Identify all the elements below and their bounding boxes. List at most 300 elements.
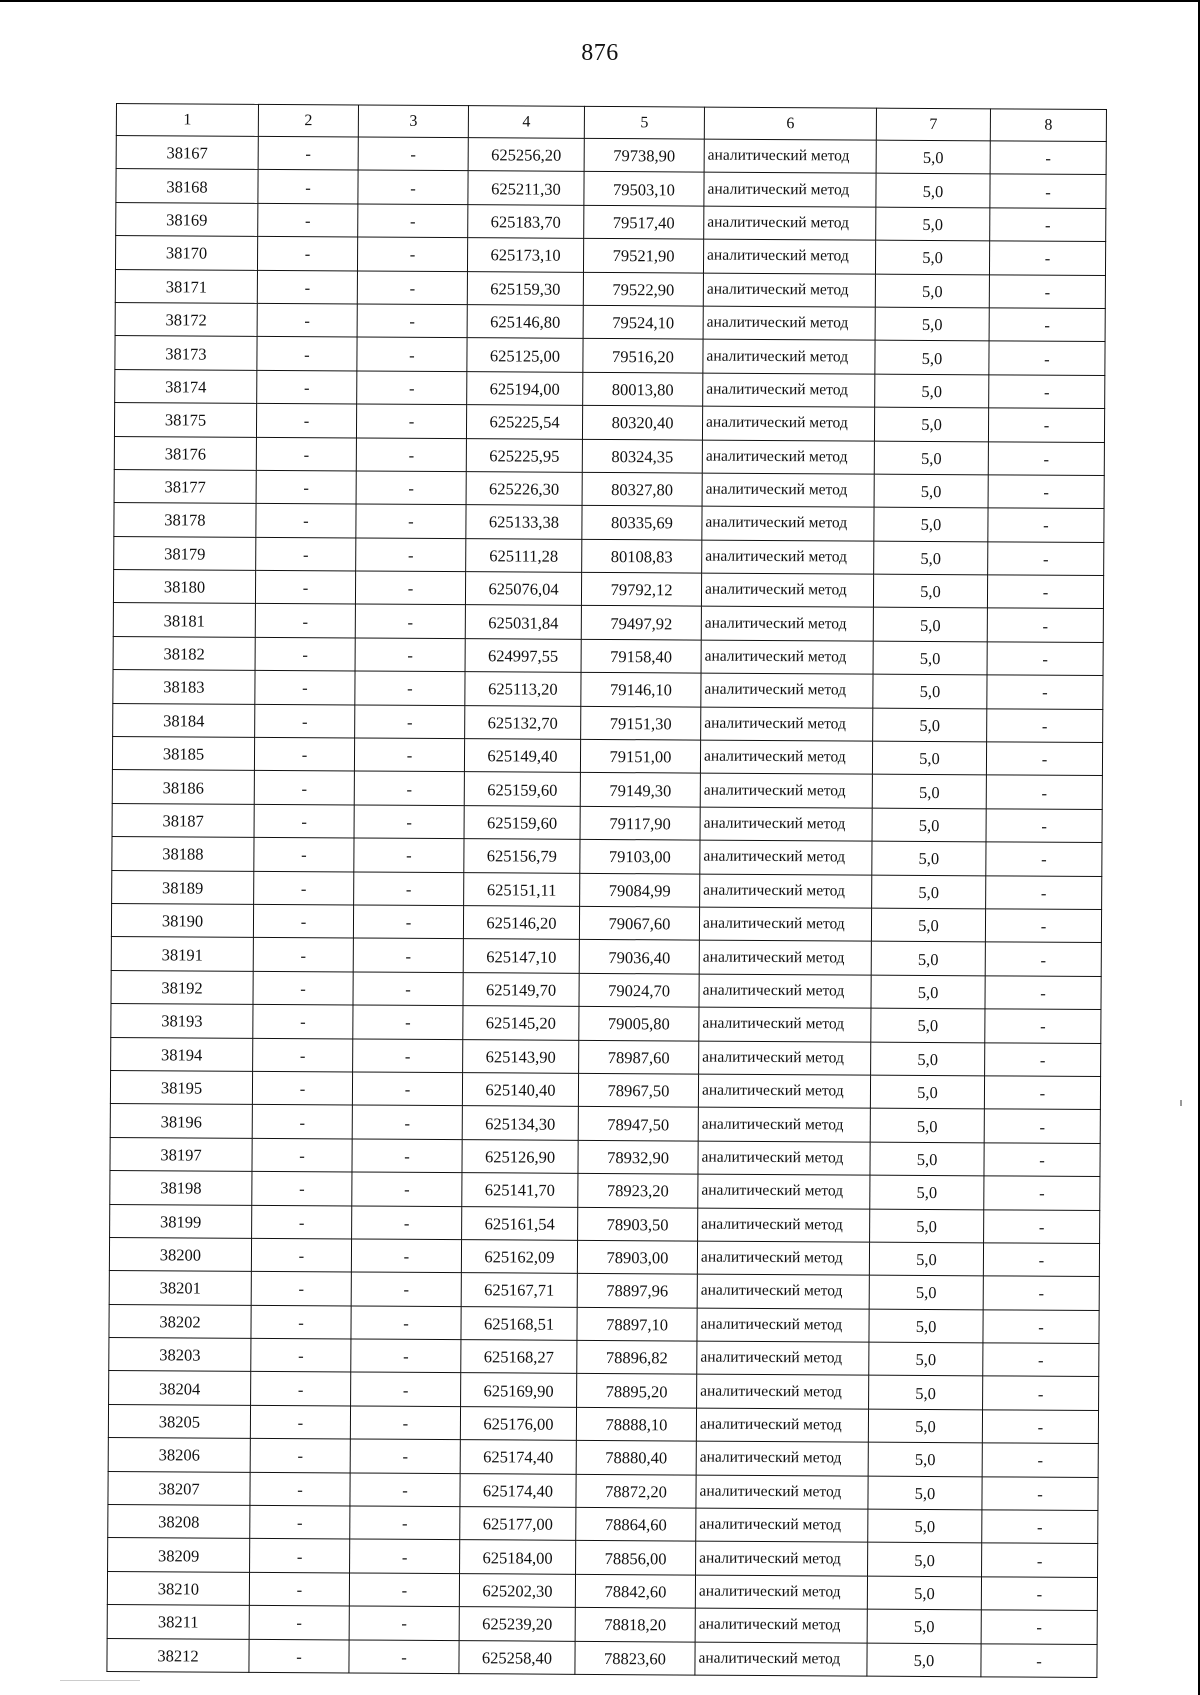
cell-coord-y: 79117,90 (580, 806, 700, 840)
cell-accuracy: 5,0 (869, 1242, 983, 1276)
cell-coord-x: 625134,30 (462, 1106, 578, 1140)
cell-accuracy: 5,0 (871, 975, 985, 1009)
cell-coord-y: 78947,50 (578, 1107, 698, 1141)
cell-accuracy: 5,0 (870, 1075, 984, 1109)
cell-coord-x: 625176,00 (460, 1406, 576, 1440)
cell-point-number: 38185 (112, 737, 254, 771)
cell-point-number: 38207 (108, 1471, 250, 1505)
cell-coord-y: 79521,90 (583, 239, 703, 273)
cell-point-number: 38171 (115, 269, 257, 303)
cell-point-number: 38208 (108, 1504, 250, 1538)
cell-col8-value: - (988, 542, 1104, 576)
cell-col2-value: - (253, 971, 353, 1005)
cell-col8-value: - (990, 174, 1106, 208)
cell-col2-value: - (249, 1606, 349, 1640)
cell-point-number: 38210 (107, 1571, 249, 1605)
cell-col8-value: - (983, 1376, 1099, 1410)
cell-point-number: 38187 (112, 803, 254, 837)
cell-col8-value: - (984, 1109, 1100, 1143)
cell-col2-value: - (250, 1405, 350, 1439)
cell-col2-value: - (256, 504, 356, 538)
cell-col3-value: - (352, 1072, 462, 1106)
cell-coord-y: 78842,60 (575, 1574, 695, 1608)
cell-col2-value: - (256, 537, 356, 571)
cell-coord-x: 625161,54 (462, 1206, 578, 1240)
cell-coord-y: 78903,50 (578, 1207, 698, 1241)
cell-accuracy: 5,0 (873, 641, 987, 675)
cell-col8-value: - (988, 508, 1104, 542)
cell-col3-value: - (355, 638, 465, 672)
cell-col3-value: - (357, 304, 467, 338)
cell-col3-value: - (357, 271, 467, 305)
cell-coord-x: 625162,09 (461, 1240, 577, 1274)
cell-coord-y: 78895,20 (577, 1374, 697, 1408)
cell-accuracy: 5,0 (872, 808, 986, 842)
cell-col3-value: - (354, 872, 464, 906)
cell-col8-value: - (989, 308, 1105, 342)
column-header: 7 (876, 108, 990, 141)
cell-point-number: 38193 (111, 1004, 253, 1038)
cell-coord-y: 79503,10 (584, 172, 704, 206)
cell-col2-value: - (255, 671, 355, 705)
cell-col8-value: - (982, 1543, 1098, 1577)
cell-col2-value: - (251, 1272, 351, 1306)
cell-point-number: 38174 (115, 369, 257, 403)
cell-coord-x: 625151,11 (464, 872, 580, 906)
cell-method: аналитический метод (699, 940, 871, 974)
cell-col3-value: - (349, 1606, 459, 1640)
column-header: 6 (704, 107, 876, 140)
cell-coord-x: 625159,60 (464, 772, 580, 806)
cell-col8-value: - (987, 575, 1103, 609)
cell-accuracy: 5,0 (874, 441, 988, 475)
cell-col3-value: - (354, 738, 464, 772)
cell-col8-value: - (986, 809, 1102, 843)
cell-coord-y: 80013,80 (583, 372, 703, 406)
cell-accuracy: 5,0 (871, 908, 985, 942)
column-header: 2 (258, 104, 358, 137)
cell-col8-value: - (989, 375, 1105, 409)
cell-method: аналитический метод (697, 1375, 869, 1409)
cell-coord-x: 625126,90 (462, 1139, 578, 1173)
cell-col2-value: - (251, 1372, 351, 1406)
cell-method: аналитический метод (701, 640, 873, 674)
cell-method: аналитический метод (704, 139, 876, 173)
cell-coord-x: 625111,28 (466, 538, 582, 572)
table-body (107, 136, 1106, 1678)
cell-coord-y: 78872,20 (576, 1474, 696, 1508)
cell-col8-value: - (983, 1309, 1099, 1343)
cell-col3-value: - (357, 337, 467, 371)
cell-point-number: 38189 (112, 870, 254, 904)
cell-coord-y: 79497,92 (581, 606, 701, 640)
cell-coord-x: 625258,40 (459, 1640, 575, 1674)
cell-coord-y: 78880,40 (576, 1441, 696, 1475)
cell-coord-y: 79067,60 (579, 906, 699, 940)
cell-method: аналитический метод (698, 1074, 870, 1108)
cell-accuracy: 5,0 (870, 1142, 984, 1176)
cell-accuracy: 5,0 (868, 1543, 982, 1577)
cell-coord-y: 79005,80 (579, 1007, 699, 1041)
cell-point-number: 38177 (114, 469, 256, 503)
cell-point-number: 38178 (114, 503, 256, 537)
cell-point-number: 38204 (109, 1371, 251, 1405)
cell-method: аналитический метод (699, 907, 871, 941)
cell-method: аналитический метод (703, 239, 875, 273)
cell-col8-value: - (986, 842, 1102, 876)
cell-method: аналитический метод (696, 1408, 868, 1442)
cell-col3-value: - (350, 1539, 460, 1573)
cell-point-number: 38202 (109, 1304, 251, 1338)
cell-accuracy: 5,0 (868, 1442, 982, 1476)
cell-coord-x: 625184,00 (460, 1540, 576, 1574)
cell-method: аналитический метод (703, 339, 875, 373)
cell-coord-x: 625133,38 (466, 505, 582, 539)
cell-accuracy: 5,0 (871, 1008, 985, 1042)
cell-method: аналитический метод (700, 874, 872, 908)
cell-coord-x: 625168,51 (461, 1306, 577, 1340)
cell-method: аналитический метод (698, 1174, 870, 1208)
cell-method: аналитический метод (700, 774, 872, 808)
cell-accuracy: 5,0 (874, 507, 988, 541)
cell-col2-value: - (258, 136, 358, 170)
cell-point-number: 38182 (113, 636, 255, 670)
cell-col3-value: - (350, 1439, 460, 1473)
cell-coord-x: 625169,90 (461, 1373, 577, 1407)
scan-line (60, 1680, 140, 1681)
coordinates-table (106, 103, 1107, 1678)
cell-col2-value: - (250, 1505, 350, 1539)
cell-accuracy: 5,0 (869, 1309, 983, 1343)
cell-method: аналитический метод (696, 1541, 868, 1575)
cell-method: аналитический метод (702, 506, 874, 540)
cell-accuracy: 5,0 (869, 1376, 983, 1410)
cell-col2-value: - (258, 203, 358, 237)
cell-coord-x: 625173,10 (467, 238, 583, 272)
cell-accuracy: 5,0 (873, 674, 987, 708)
cell-accuracy: 5,0 (867, 1576, 981, 1610)
cell-coord-y: 78897,10 (577, 1307, 697, 1341)
cell-method: аналитический метод (697, 1341, 869, 1375)
cell-col3-value: - (357, 237, 467, 271)
cell-col2-value: - (256, 403, 356, 437)
cell-coord-x: 625202,30 (459, 1573, 575, 1607)
cell-col2-value: - (254, 771, 354, 805)
cell-col8-value: - (985, 942, 1101, 976)
cell-col3-value: - (351, 1272, 461, 1306)
cell-col8-value: - (986, 775, 1102, 809)
cell-col8-value: - (985, 909, 1101, 943)
cell-coord-x: 625146,20 (463, 906, 579, 940)
cell-accuracy: 5,0 (874, 474, 988, 508)
cell-col3-value: - (350, 1473, 460, 1507)
column-header: 4 (468, 106, 584, 139)
cell-point-number: 38191 (111, 937, 253, 971)
cell-col3-value: - (355, 571, 465, 605)
cell-col2-value: - (254, 737, 354, 771)
cell-point-number: 38172 (115, 302, 257, 336)
cell-col3-value: - (353, 905, 463, 939)
cell-coord-y: 79024,70 (579, 973, 699, 1007)
cell-coord-y: 78888,10 (576, 1407, 696, 1441)
cell-method: аналитический метод (696, 1475, 868, 1509)
cell-col2-value: - (251, 1305, 351, 1339)
cell-col2-value: - (250, 1439, 350, 1473)
cell-coord-y: 78818,20 (575, 1608, 695, 1642)
cell-accuracy: 5,0 (875, 240, 989, 274)
cell-col2-value: - (255, 570, 355, 604)
cell-point-number: 38181 (113, 603, 255, 637)
cell-coord-y: 79084,99 (580, 873, 700, 907)
cell-point-number: 38203 (109, 1338, 251, 1372)
cell-method: аналитический метод (701, 573, 873, 607)
cell-coord-y: 78896,82 (577, 1340, 697, 1374)
cell-point-number: 38175 (114, 403, 256, 437)
cell-col2-value: - (257, 237, 357, 271)
cell-col8-value: - (988, 408, 1104, 442)
cell-col8-value: - (986, 742, 1102, 776)
cell-point-number: 38205 (108, 1404, 250, 1438)
cell-col2-value: - (253, 904, 353, 938)
cell-method: аналитический метод (700, 740, 872, 774)
cell-method: аналитический метод (700, 840, 872, 874)
cell-coord-x: 625031,84 (465, 605, 581, 639)
cell-col3-value: - (358, 204, 468, 238)
cell-accuracy: 5,0 (868, 1476, 982, 1510)
cell-coord-x: 625183,70 (468, 204, 584, 238)
cell-point-number: 38170 (115, 236, 257, 270)
cell-accuracy: 5,0 (867, 1609, 981, 1643)
cell-point-number: 38190 (111, 903, 253, 937)
cell-coord-x: 625159,30 (467, 271, 583, 305)
cell-method: аналитический метод (703, 373, 875, 407)
cell-col2-value: - (257, 337, 357, 371)
cell-point-number: 38211 (107, 1605, 249, 1639)
cell-point-number: 38195 (110, 1070, 252, 1104)
cell-point-number: 38169 (116, 202, 258, 236)
cell-accuracy: 5,0 (876, 140, 990, 174)
cell-col8-value: - (982, 1510, 1098, 1544)
cell-coord-y: 80335,69 (582, 506, 702, 540)
cell-col2-value: - (257, 370, 357, 404)
cell-coord-x: 625174,40 (460, 1440, 576, 1474)
cell-col2-value: - (255, 637, 355, 671)
cell-col2-value: - (254, 804, 354, 838)
cell-col8-value: - (987, 675, 1103, 709)
cell-accuracy: 5,0 (869, 1342, 983, 1376)
cell-method: аналитический метод (703, 273, 875, 307)
cell-col2-value: - (253, 1005, 353, 1039)
cell-method: аналитический метод (697, 1308, 869, 1342)
cell-point-number: 38183 (113, 670, 255, 704)
cell-point-number: 38184 (113, 703, 255, 737)
cell-col8-value: - (981, 1643, 1097, 1677)
cell-col3-value: - (354, 805, 464, 839)
cell-point-number: 38212 (107, 1638, 249, 1672)
cell-col2-value: - (249, 1572, 349, 1606)
cell-col3-value: - (355, 671, 465, 705)
cell-col8-value: - (990, 141, 1106, 175)
cell-col2-value: - (256, 470, 356, 504)
cell-point-number: 38197 (110, 1137, 252, 1171)
cell-point-number: 38200 (109, 1237, 251, 1271)
cell-accuracy: 5,0 (872, 841, 986, 875)
cell-col3-value: - (354, 838, 464, 872)
cell-coord-y: 79792,12 (581, 572, 701, 606)
column-header: 3 (358, 105, 468, 138)
cell-col3-value: - (351, 1372, 461, 1406)
cell-accuracy: 5,0 (872, 741, 986, 775)
cell-col8-value: - (986, 875, 1102, 909)
cell-coord-x: 625226,30 (466, 472, 582, 506)
cell-coord-x: 625149,70 (463, 972, 579, 1006)
cell-coord-y: 79149,30 (580, 773, 700, 807)
cell-accuracy: 5,0 (872, 775, 986, 809)
cell-method: аналитический метод (695, 1608, 867, 1642)
cell-coord-y: 80108,83 (582, 539, 702, 573)
cell-col3-value: - (353, 1039, 463, 1073)
cell-method: аналитический метод (697, 1274, 869, 1308)
cell-point-number: 38167 (116, 136, 258, 170)
cell-coord-x: 625143,90 (463, 1039, 579, 1073)
cell-point-number: 38168 (116, 169, 258, 203)
cell-col2-value: - (249, 1639, 349, 1673)
cell-col3-value: - (356, 504, 466, 538)
cell-accuracy: 5,0 (873, 608, 987, 642)
cell-accuracy: 5,0 (874, 541, 988, 575)
cell-col3-value: - (355, 604, 465, 638)
cell-col8-value: - (985, 1009, 1101, 1043)
cell-accuracy: 5,0 (871, 942, 985, 976)
cell-col8-value: - (985, 1042, 1101, 1076)
cell-col2-value: - (255, 604, 355, 638)
cell-col8-value: - (989, 274, 1105, 308)
cell-col2-value: - (251, 1338, 351, 1372)
column-header: 8 (990, 109, 1106, 142)
cell-coord-x: 625177,00 (460, 1507, 576, 1541)
cell-method: аналитический метод (695, 1642, 867, 1676)
cell-method: аналитический метод (701, 673, 873, 707)
cell-col3-value: - (349, 1573, 459, 1607)
table-row (107, 1638, 1097, 1677)
cell-method: аналитический метод (701, 607, 873, 641)
cell-coord-y: 79158,40 (581, 639, 701, 673)
cell-coord-x: 625225,95 (466, 438, 582, 472)
cell-col8-value: - (981, 1577, 1097, 1611)
cell-point-number: 38192 (111, 970, 253, 1004)
cell-col3-value: - (354, 771, 464, 805)
cell-accuracy: 5,0 (875, 307, 989, 341)
cell-col2-value: - (258, 170, 358, 204)
cell-coord-y: 80320,40 (582, 405, 702, 439)
cell-method: аналитический метод (704, 172, 876, 206)
cell-coord-x: 624997,55 (465, 639, 581, 673)
cell-accuracy: 5,0 (875, 374, 989, 408)
cell-col3-value: - (356, 437, 466, 471)
cell-col3-value: - (357, 371, 467, 405)
cell-point-number: 38186 (112, 770, 254, 804)
cell-col3-value: - (358, 137, 468, 171)
cell-accuracy: 5,0 (868, 1509, 982, 1543)
cell-coord-y: 78856,00 (576, 1541, 696, 1575)
cell-coord-y: 79738,90 (584, 138, 704, 172)
cell-col8-value: - (982, 1443, 1098, 1477)
cell-method: аналитический метод (702, 473, 874, 507)
cell-accuracy: 5,0 (875, 274, 989, 308)
scan-speck (1180, 1100, 1182, 1106)
cell-col3-value: - (351, 1339, 461, 1373)
cell-accuracy: 5,0 (874, 407, 988, 441)
cell-coord-x: 625211,30 (468, 171, 584, 205)
cell-coord-x: 625145,20 (463, 1006, 579, 1040)
cell-accuracy: 5,0 (875, 340, 989, 374)
cell-accuracy: 5,0 (869, 1275, 983, 1309)
cell-col2-value: - (252, 1105, 352, 1139)
cell-method: аналитический метод (698, 1208, 870, 1242)
cell-col3-value: - (353, 972, 463, 1006)
cell-coord-y: 78967,50 (578, 1073, 698, 1107)
cell-col8-value: - (987, 642, 1103, 676)
cell-method: аналитический метод (704, 206, 876, 240)
cell-accuracy: 5,0 (876, 174, 990, 208)
cell-coord-y: 78864,60 (576, 1507, 696, 1541)
cell-point-number: 38188 (112, 837, 254, 871)
cell-col3-value: - (353, 1005, 463, 1039)
cell-col8-value: - (982, 1476, 1098, 1510)
cell-coord-y: 78923,20 (578, 1173, 698, 1207)
cell-col2-value: - (252, 1171, 352, 1205)
cell-col3-value: - (352, 1205, 462, 1239)
cell-point-number: 38180 (113, 570, 255, 604)
cell-coord-y: 79151,30 (581, 706, 701, 740)
cell-coord-y: 78987,60 (579, 1040, 699, 1074)
cell-col2-value: - (254, 871, 354, 905)
cell-point-number: 38173 (115, 336, 257, 370)
cell-col3-value: - (351, 1306, 461, 1340)
cell-coord-x: 625125,00 (467, 338, 583, 372)
cell-col3-value: - (356, 471, 466, 505)
cell-accuracy: 5,0 (868, 1409, 982, 1443)
column-header: 1 (116, 104, 258, 137)
cell-col8-value: - (983, 1343, 1099, 1377)
cell-coord-y: 79036,40 (579, 940, 699, 974)
cell-accuracy: 5,0 (870, 1175, 984, 1209)
cell-method: аналитический метод (698, 1141, 870, 1175)
cell-col2-value: - (250, 1539, 350, 1573)
cell-col3-value: - (352, 1172, 462, 1206)
cell-accuracy: 5,0 (872, 875, 986, 909)
cell-method: аналитический метод (702, 540, 874, 574)
cell-coord-y: 79517,40 (584, 205, 704, 239)
cell-col8-value: - (985, 976, 1101, 1010)
cell-coord-y: 79151,00 (580, 739, 700, 773)
cell-method: аналитический метод (697, 1241, 869, 1275)
cell-col3-value: - (352, 1139, 462, 1173)
cell-point-number: 38198 (110, 1171, 252, 1205)
cell-accuracy: 5,0 (871, 1042, 985, 1076)
cell-coord-x: 625141,70 (462, 1173, 578, 1207)
cell-coord-x: 625167,71 (461, 1273, 577, 1307)
cell-method: аналитический метод (702, 440, 874, 474)
cell-coord-x: 625194,00 (467, 371, 583, 405)
cell-col2-value: - (252, 1071, 352, 1105)
cell-point-number: 38179 (114, 536, 256, 570)
cell-col2-value: - (253, 938, 353, 972)
cell-coord-y: 79103,00 (580, 840, 700, 874)
cell-col3-value: - (350, 1406, 460, 1440)
cell-point-number: 38176 (114, 436, 256, 470)
page-border-top (0, 0, 1200, 2)
